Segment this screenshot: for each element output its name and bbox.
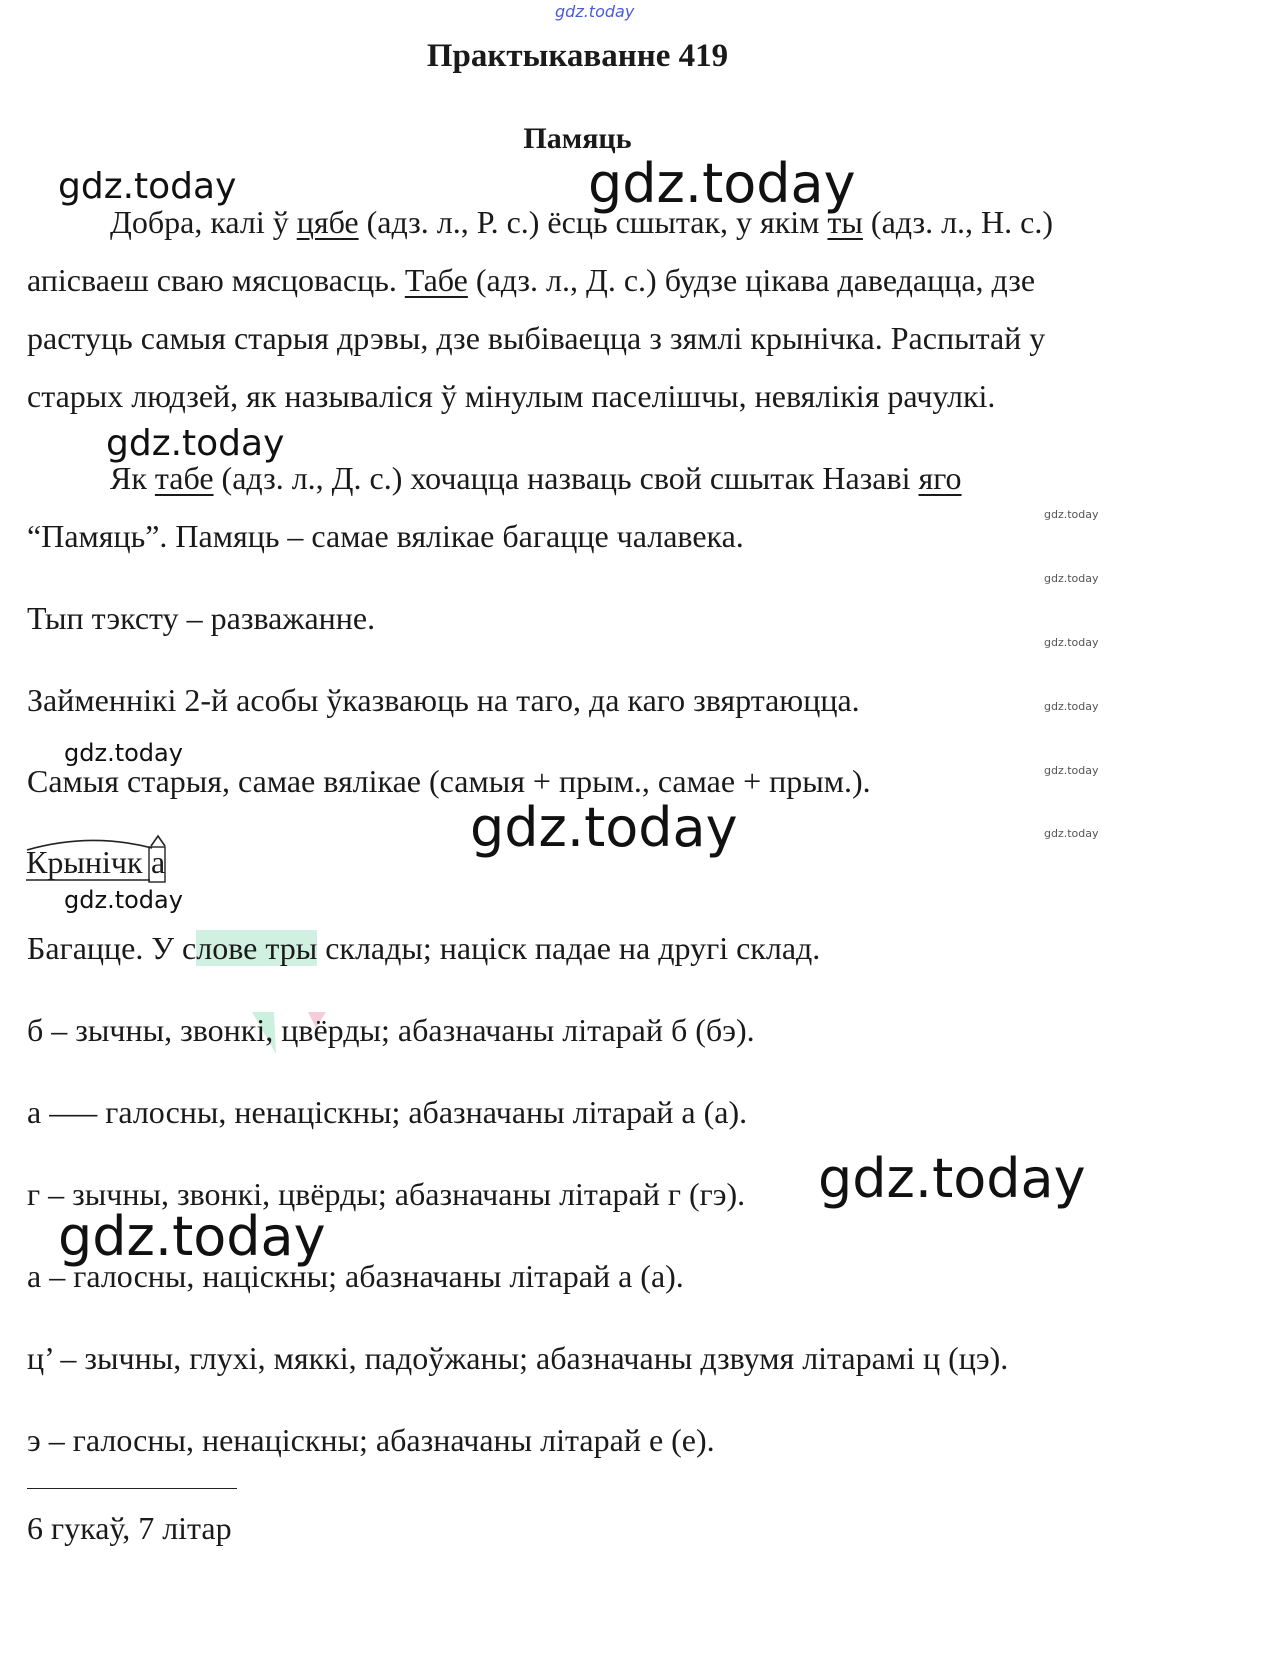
watermark: gdz.today [818,1147,1086,1210]
phonetic-row: а —– галосны, ненаціскны; абазначаны літарай а (а). [27,1094,748,1130]
watermark-top: gdz.today [555,2,635,21]
phonetic-row: ц’ – зычны, глухі, мяккі, падоўжаны; абазначаны дзвумя літарамі ц (цэ). [27,1340,1009,1376]
morpheme-ending: а [151,844,166,880]
phonetic-intro: Багацце. У слове тры склады; націск падае на другі склад. [27,930,821,966]
watermark-small: gdz.today [1044,764,1099,777]
phonetic-row: а – галосны, націскны; абазначаны літарай а (а). [27,1258,684,1294]
superlatives-note: Самыя старыя, самае вялікае (самыя + прым., самае + прым.). [27,763,871,799]
phonetic-summary: 6 гукаў, 7 літар [27,1510,232,1546]
watermark-small: gdz.today [1044,636,1099,649]
summary-divider [27,1488,237,1489]
highlight: лове тры [196,930,318,966]
underlined-pronoun: табе [154,460,214,496]
watermark-small: gdz.today [1044,572,1099,585]
pronouns-note: Займеннікі 2-й асобы ўказваюць на таго, да каго звяртаюцца. [27,682,860,718]
page-title: Практыкаванне 419 [426,38,729,74]
watermark-small: gdz.today [1044,508,1099,521]
watermark: gdz.today [470,796,738,859]
paragraph2-line1: Як табе (адз. л., Д. с.) хочацца назваць свой сшытак Назаві яго [110,460,962,496]
watermark: gdz.today [64,886,183,914]
underlined-pronoun: Табе [404,262,468,298]
watermark-small: gdz.today [1044,700,1099,713]
paragraph1-line1: Добра, калі ў цябе (адз. л., Р. с.) ёсць сшытак, у якім ты (адз. л., Н. с.) [110,204,1054,240]
text-type: Тып тэксту – разважанне. [27,600,376,636]
paragraph1-line3: растуць самыя старыя дрэвы, дзе выбіваецца з зямлі крынічка. Распытай у [27,320,1046,356]
watermark: gdz.today [58,1205,326,1268]
watermark: gdz.today [64,739,183,767]
paragraph2-line2: “Памяць”. Памяць – самае вялікае багацце чалавека. [27,518,744,554]
underlined-pronoun: ты [827,204,863,240]
watermark: gdz.today [58,166,237,207]
underlined-pronoun: яго [918,460,962,496]
underlined-pronoun: цябе [296,204,359,240]
paragraph1-line4: старых людзей, як называліся ў мінулым паселішчы, невялікія рачулкі. [27,378,996,414]
paragraph1-line2: апісваеш сваю мясцовасць. Табе (адз. л., Д. с.) будзе цікава даведацца, дзе [27,262,1036,298]
watermark-small: gdz.today [1044,827,1099,840]
phonetic-row: г – зычны, звонкі, цвёрды; абазначаны літарай г (гэ). [27,1176,746,1212]
text-title: Памяць [523,122,632,155]
watermark: gdz.today [588,152,856,215]
morpheme-analysis [24,830,174,886]
watermark: gdz.today [106,423,285,464]
phonetic-row: б – зычны, звонкі, цвёрды; абазначаны літарай б (бэ). [27,1012,755,1048]
morpheme-stem: Крынічк [26,844,143,880]
phonetic-row: э – галосны, ненаціскны; абазначаны літарай е (е). [27,1422,715,1458]
